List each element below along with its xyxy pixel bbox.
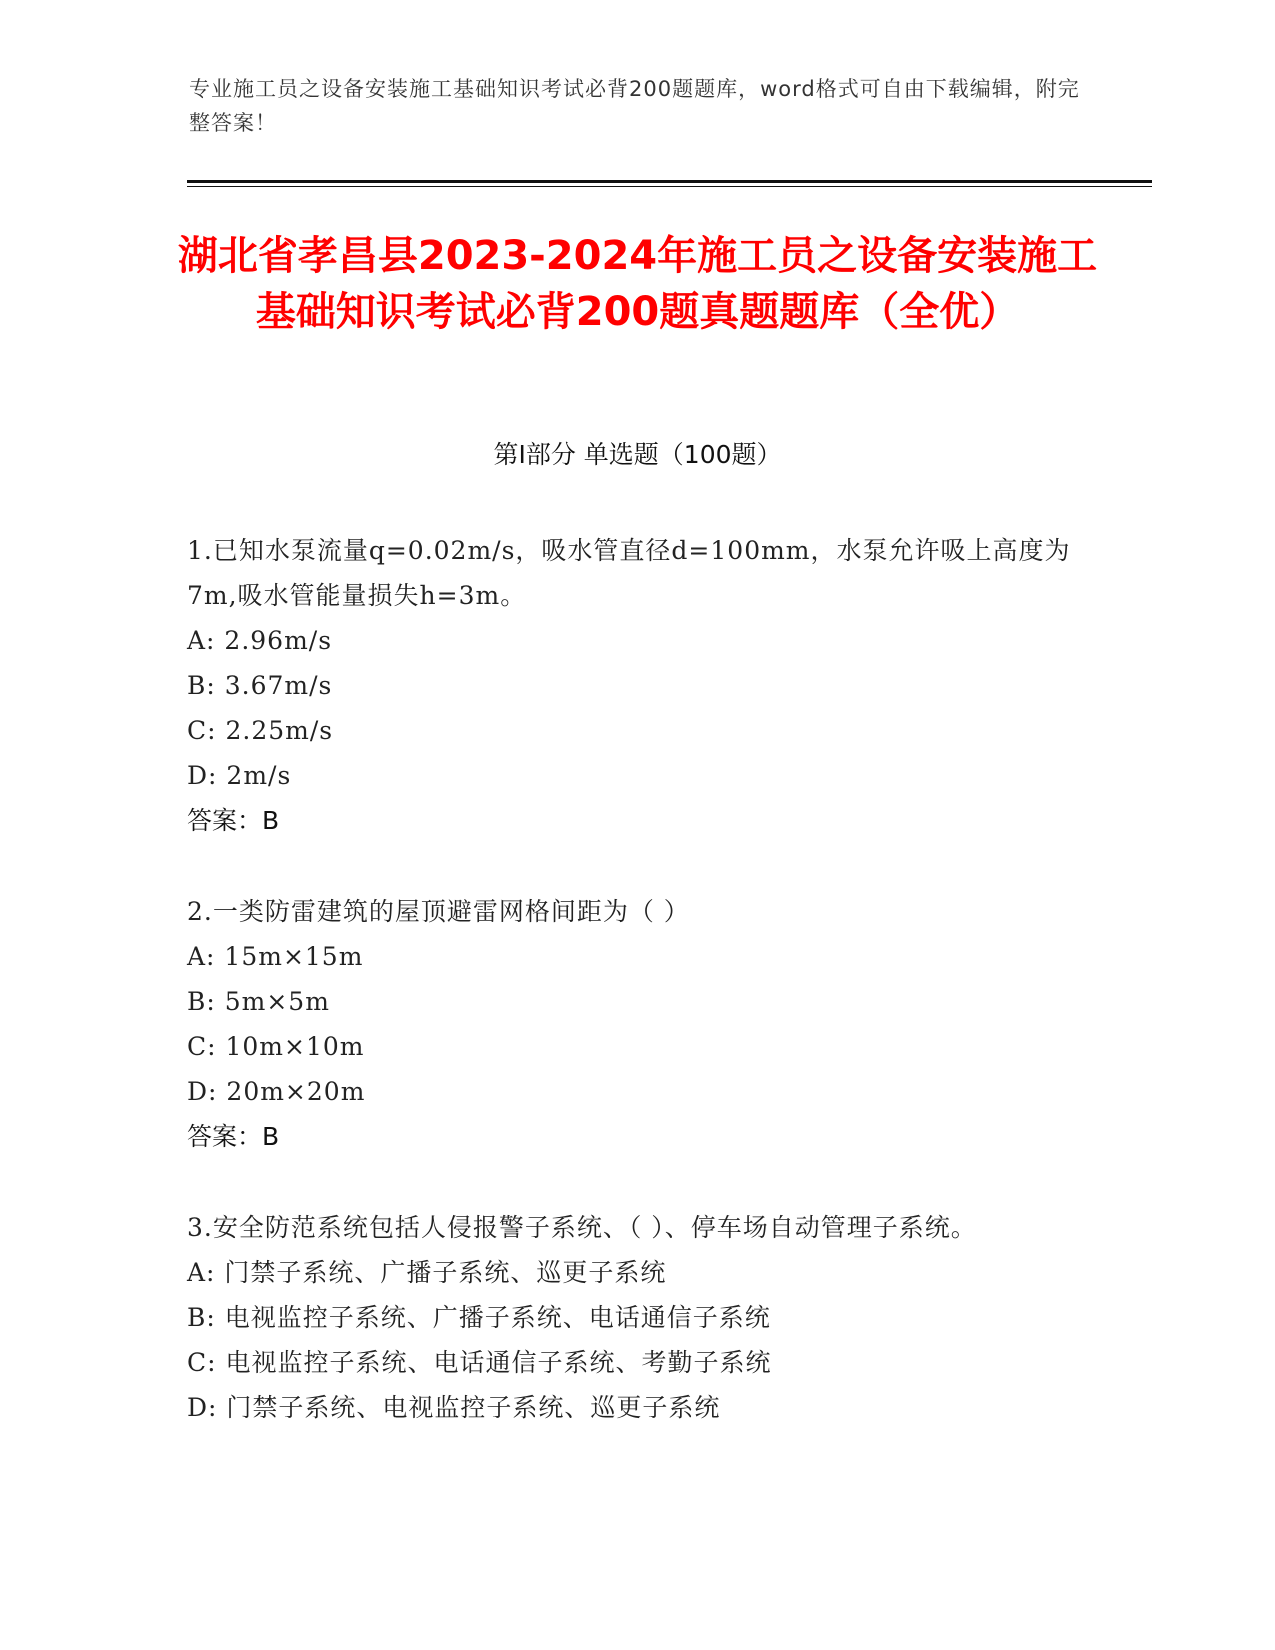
option-b: B: 电视监控子系统、广播子系统、电话通信子系统 — [187, 1303, 771, 1332]
question-stem: 2.一类防雷建筑的屋顶避雷网格间距为（ ） — [187, 897, 690, 926]
option-d: D: 20m×20m — [187, 1077, 366, 1106]
question-stem: 1.已知水泵流量q=0.02m/s，吸水管直径d=100mm，水泵允许吸上高度为7m,吸水管能量损失h=3m。 — [187, 536, 1071, 610]
question-2 — [187, 889, 1087, 1159]
option-c: C: 电视监控子系统、电话通信子系统、考勤子系统 — [187, 1348, 772, 1377]
document-title: 湖北省孝昌县2023-2024年施工员之设备安装施工基础知识考试必背200题真题题库（全优） — [177, 233, 1098, 335]
option-a: A: 2.96m/s — [187, 626, 333, 655]
option-c: C: 10m×10m — [187, 1032, 365, 1061]
question-spacer — [187, 1159, 1087, 1205]
question-1 — [187, 528, 1087, 843]
question-3 — [187, 1205, 1087, 1430]
question-list — [187, 528, 1087, 1430]
option-b: B: 5m×5m — [187, 987, 330, 1016]
option-c: C: 2.25m/s — [187, 716, 334, 745]
option-d: D: 门禁子系统、电视监控子系统、巡更子系统 — [187, 1393, 721, 1422]
header-divider-thin — [187, 186, 1152, 187]
option-b: B: 3.67m/s — [187, 671, 333, 700]
answer-line: 答案：B — [187, 806, 280, 835]
option-a: A: 15m×15m — [187, 942, 364, 971]
question-spacer — [187, 843, 1087, 889]
question-stem: 3.安全防范系统包括人侵报警子系统、（ ）、停车场自动管理子系统。 — [187, 1213, 977, 1242]
option-d: D: 2m/s — [187, 761, 292, 790]
header-divider-thick — [187, 180, 1152, 183]
answer-line: 答案：B — [187, 1122, 280, 1151]
section-title: 第Ⅰ部分 单选题（100题） — [493, 440, 782, 469]
header-note: 专业施工员之设备安装施工基础知识考试必背200题题库，word格式可自由下载编辑，附完整答案！ — [189, 77, 1080, 135]
option-a: A: 门禁子系统、广播子系统、巡更子系统 — [187, 1258, 667, 1287]
